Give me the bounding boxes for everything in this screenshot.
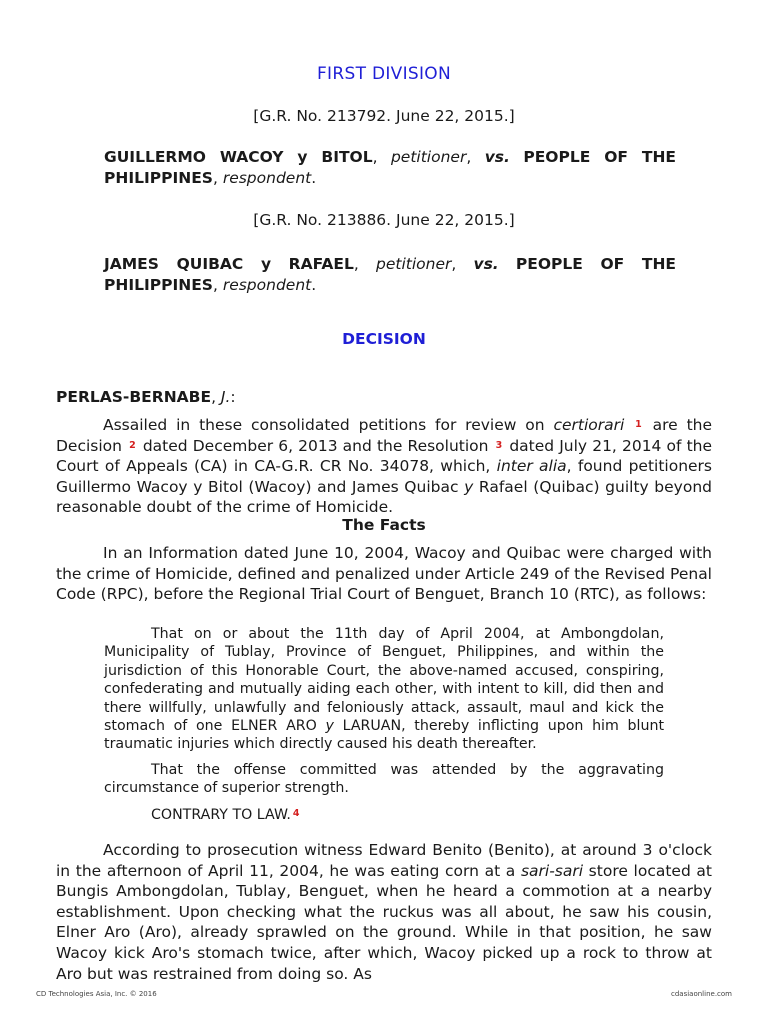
case-number-2: [G.R. No. 213886. June 22, 2015.] (253, 211, 515, 229)
respondent-name: PEOPLE OF THE PHILIPPINES (104, 255, 677, 294)
paragraph-3 (56, 840, 712, 984)
text-run: dated July 21, 2014 of the Court of Appeals (CA) in CA-G.R. CR No. 34078, which, (56, 436, 713, 476)
petitioner-role: petitioner (390, 148, 467, 166)
footer-site[interactable]: cdasiaonline.com (671, 990, 732, 998)
section-heading-facts: The Facts (342, 516, 426, 534)
text-run: , found petitioners Guillermo Wacoy y Bitol (Wacoy) and James Quibac (56, 457, 713, 496)
text-run: are the Decision (56, 416, 713, 455)
blockquote-information (104, 625, 664, 824)
petitioner-name: JAMES QUIBAC y RAFAEL (104, 255, 354, 273)
text-run: That on or about the 11th day of April 2004, at Ambongdolan, Municipality of Tublay, Province of Benguet, Philippines, and within the jurisdiction of this Honorable Court, the above-named accused, conspiring, confederating and mutually aiding each other, with intent to kill, did then and there willfully, unlawfully and feloniously attack, assault, maul and kick the stomach of one ELNER ARO (104, 626, 664, 735)
paragraph-2 (56, 543, 712, 605)
text-run: According to prosecution witness Edward Benito (Benito), at around 3 o'clock in the afternoon of April 11, 2004, he was eating corn at a (56, 841, 712, 880)
ponente: PERLAS-BERNABE, J.: (56, 388, 236, 406)
text-run: store located at Bungis Ambongdolan, Tublay, Benguet, when he heard a commotion at a nearby establishment. Upon checking what the ruckus was all about, he saw his cousin, Elner Aro (Aro), already sprawled on the ground. While in that position, he saw Wacoy kick Aro's stomach twice, after which, Wacoy picked up a rock to throw at Aro but was restrained from doing so. As (56, 861, 712, 983)
quote-paragraph-1 (104, 625, 664, 754)
paragraph-text: In an Information dated June 10, 2004, Wacoy and Quibac were charged with the crime of Homicide, defined and penalized under Article 249 of the Revised Penal Code (RPC), before the Regional Trial Court of Benguet, Branch 10 (RTC), as follows: (56, 544, 712, 604)
decision-title: DECISION (342, 330, 426, 348)
quote-paragraph-2: That the offense committed was attended by the aggravating circumstance of superior strength. (104, 761, 664, 797)
respondent-role: respondent (222, 276, 312, 294)
respondent-name: PEOPLE OF THE PHILIPPINES (104, 148, 677, 187)
text-run: LARUAN, thereby inflicting upon him blunt traumatic injuries which directly caused his death thereafter. (104, 718, 665, 753)
ponente-suffix: J. (220, 388, 231, 406)
footnote-link-4[interactable]: 4 (292, 807, 300, 819)
text-run: sari-sari (520, 861, 584, 880)
case-number-1: [G.R. No. 213792. June 22, 2015.] (253, 107, 515, 125)
footer-copyright: CD Technologies Asia, Inc. © 2016 (36, 990, 157, 998)
case-parties-1: GUILLERMO WACOY y BITOL, petitioner, vs. PEOPLE OF THE PHILIPPINES, respondent. (104, 148, 677, 187)
footnote-link-3[interactable]: 3 (495, 439, 503, 451)
petitioner-name: GUILLERMO WACOY y BITOL (104, 148, 373, 166)
text-run: certiorari (553, 416, 625, 434)
footnote-link-2[interactable]: 2 (129, 439, 136, 451)
text-run: inter alia (496, 457, 567, 476)
division-title: FIRST DIVISION (316, 64, 452, 84)
text-run: y (325, 718, 334, 735)
versus: vs. (473, 255, 499, 273)
text-run: CONTRARY TO LAW. (151, 806, 291, 823)
text-run: dated December 6, 2013 and the Resolution (137, 436, 494, 455)
ponente-name: PERLAS-BERNABE (56, 388, 212, 406)
respondent-role: respondent (222, 169, 312, 187)
quote-paragraph-3 (104, 805, 664, 824)
text-run: Rafael (Quibac) guilty beyond reasonable doubt of the crime of Homicide. (56, 477, 712, 517)
versus: vs. (484, 148, 510, 166)
paragraph-1 (56, 415, 712, 518)
text-run: Assailed in these consolidated petitions for review on (103, 416, 554, 434)
text-run: y (464, 477, 474, 496)
footnote-link-1[interactable]: 1 (635, 419, 642, 430)
petitioner-role: petitioner (376, 255, 452, 273)
case-parties-2: JAMES QUIBAC y RAFAEL, petitioner, vs. PEOPLE OF THE PHILIPPINES, respondent. (104, 255, 677, 294)
